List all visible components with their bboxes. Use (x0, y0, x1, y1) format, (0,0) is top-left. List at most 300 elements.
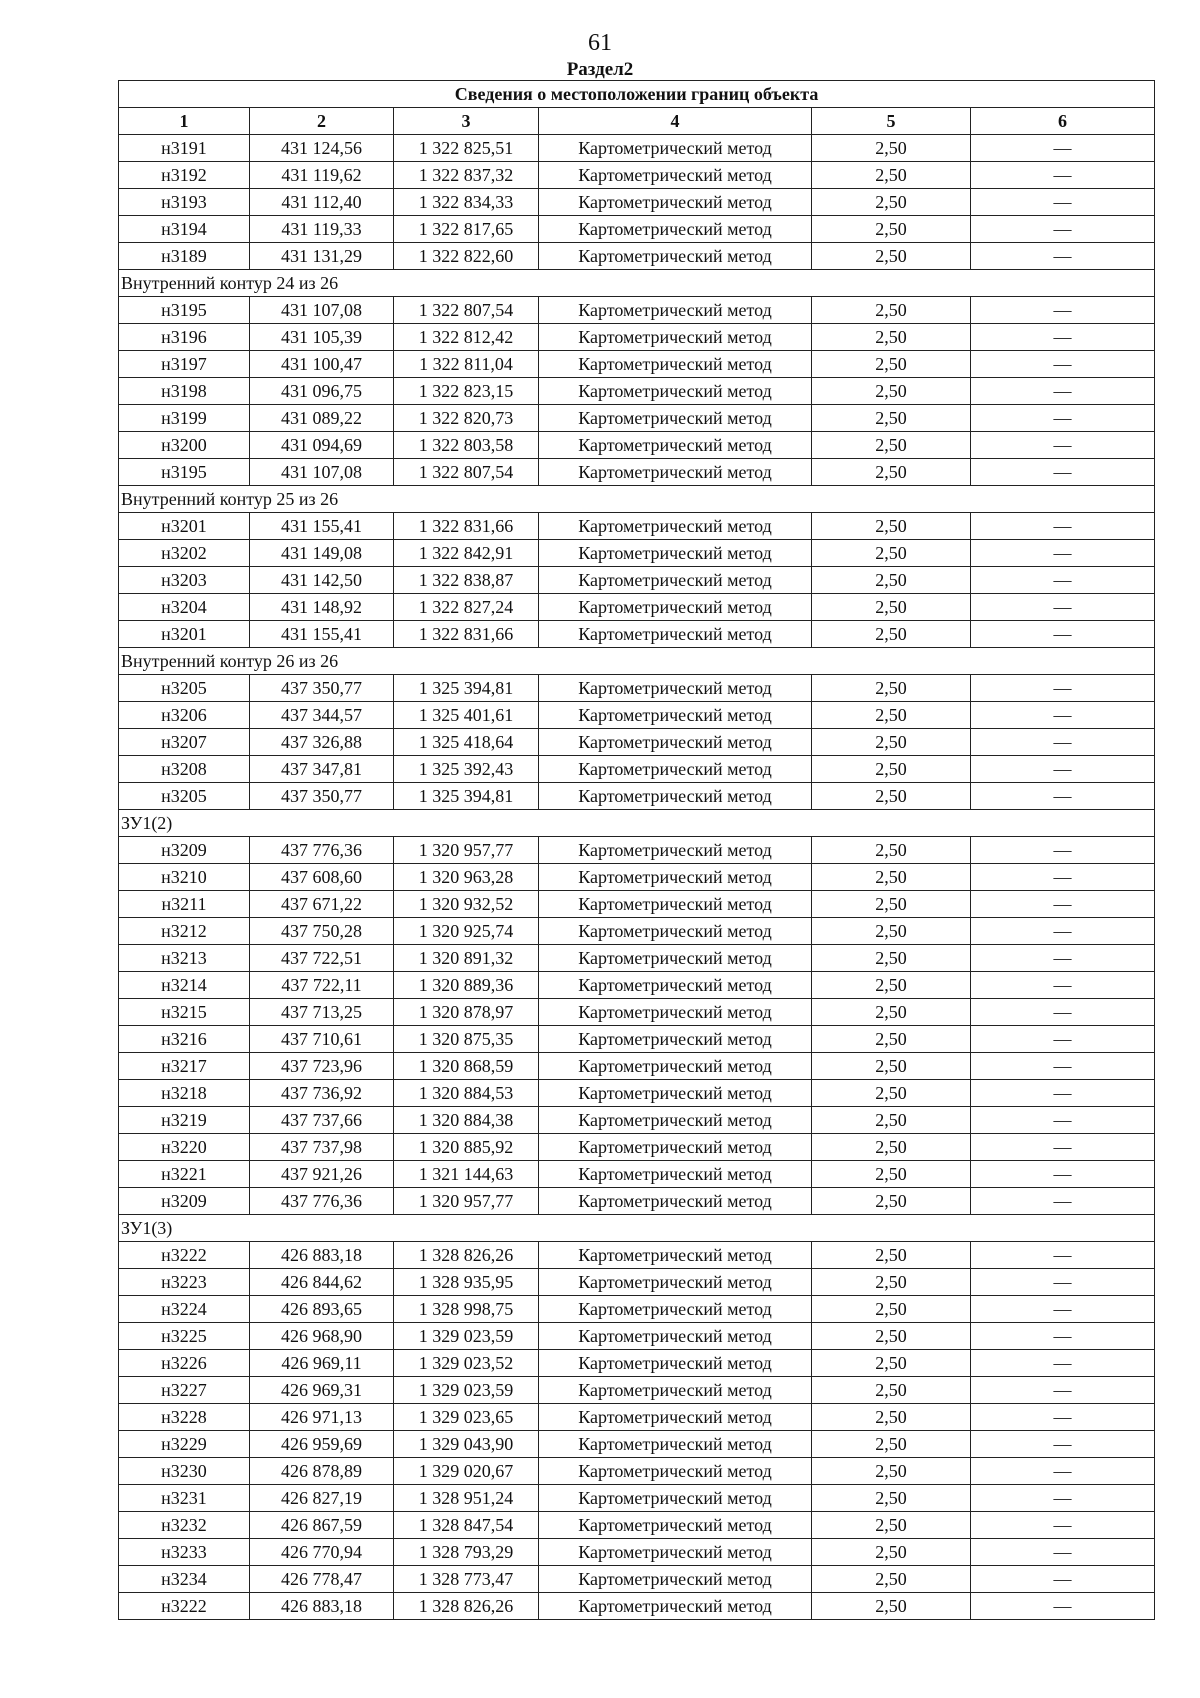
column-header: 4 (539, 108, 812, 135)
accuracy-cell: 2,50 (812, 594, 971, 621)
description-cell: — (971, 324, 1155, 351)
description-cell: — (971, 243, 1155, 270)
method-cell: Картометрический метод (539, 567, 812, 594)
contour-group-row (119, 810, 1155, 837)
point-id-cell: н3193 (119, 189, 250, 216)
accuracy-cell: 2,50 (812, 918, 971, 945)
method-cell: Картометрический метод (539, 1080, 812, 1107)
method-cell: Картометрический метод (539, 135, 812, 162)
method-cell: Картометрический метод (539, 540, 812, 567)
y-coordinate-cell: 1 325 394,81 (394, 675, 539, 702)
y-coordinate-cell: 1 325 418,64 (394, 729, 539, 756)
table-row (119, 405, 1155, 432)
point-id-cell: н3217 (119, 1053, 250, 1080)
description-cell: — (971, 756, 1155, 783)
accuracy-cell: 2,50 (812, 1053, 971, 1080)
y-coordinate-cell: 1 322 820,73 (394, 405, 539, 432)
point-id-cell: н3202 (119, 540, 250, 567)
x-coordinate-cell: 437 776,36 (250, 837, 394, 864)
column-header: 6 (971, 108, 1155, 135)
point-id-cell: н3212 (119, 918, 250, 945)
method-cell: Картометрический метод (539, 432, 812, 459)
point-id-cell: н3201 (119, 621, 250, 648)
table-caption-row (119, 81, 1155, 108)
method-cell: Картометрический метод (539, 999, 812, 1026)
x-coordinate-cell: 426 959,69 (250, 1431, 394, 1458)
description-cell: — (971, 1350, 1155, 1377)
method-cell: Картометрический метод (539, 162, 812, 189)
y-coordinate-cell: 1 320 925,74 (394, 918, 539, 945)
y-coordinate-cell: 1 320 878,97 (394, 999, 539, 1026)
y-coordinate-cell: 1 322 831,66 (394, 621, 539, 648)
table-row (119, 1323, 1155, 1350)
x-coordinate-cell: 426 969,11 (250, 1350, 394, 1377)
y-coordinate-cell: 1 321 144,63 (394, 1161, 539, 1188)
table-row (119, 432, 1155, 459)
description-cell: — (971, 540, 1155, 567)
y-coordinate-cell: 1 322 842,91 (394, 540, 539, 567)
description-cell: — (971, 675, 1155, 702)
accuracy-cell: 2,50 (812, 1080, 971, 1107)
accuracy-cell: 2,50 (812, 567, 971, 594)
y-coordinate-cell: 1 328 826,26 (394, 1242, 539, 1269)
x-coordinate-cell: 437 736,92 (250, 1080, 394, 1107)
accuracy-cell: 2,50 (812, 756, 971, 783)
table-row (119, 1485, 1155, 1512)
point-id-cell: н3191 (119, 135, 250, 162)
accuracy-cell: 2,50 (812, 459, 971, 486)
description-cell: — (971, 1566, 1155, 1593)
point-id-cell: н3196 (119, 324, 250, 351)
method-cell: Картометрический метод (539, 459, 812, 486)
table-row (119, 945, 1155, 972)
table-row (119, 729, 1155, 756)
point-id-cell: н3195 (119, 459, 250, 486)
accuracy-cell: 2,50 (812, 297, 971, 324)
column-header: 3 (394, 108, 539, 135)
accuracy-cell: 2,50 (812, 324, 971, 351)
description-cell: — (971, 918, 1155, 945)
point-id-cell: н3234 (119, 1566, 250, 1593)
accuracy-cell: 2,50 (812, 621, 971, 648)
table-row (119, 459, 1155, 486)
accuracy-cell: 2,50 (812, 1431, 971, 1458)
accuracy-cell: 2,50 (812, 405, 971, 432)
point-id-cell: н3197 (119, 351, 250, 378)
x-coordinate-cell: 437 723,96 (250, 1053, 394, 1080)
x-coordinate-cell: 431 131,29 (250, 243, 394, 270)
description-cell: — (971, 783, 1155, 810)
y-coordinate-cell: 1 328 998,75 (394, 1296, 539, 1323)
point-id-cell: н3215 (119, 999, 250, 1026)
x-coordinate-cell: 431 089,22 (250, 405, 394, 432)
x-coordinate-cell: 437 350,77 (250, 783, 394, 810)
point-id-cell: н3221 (119, 1161, 250, 1188)
accuracy-cell: 2,50 (812, 1161, 971, 1188)
accuracy-cell: 2,50 (812, 837, 971, 864)
column-header: 5 (812, 108, 971, 135)
method-cell: Картометрический метод (539, 216, 812, 243)
method-cell: Картометрический метод (539, 1458, 812, 1485)
x-coordinate-cell: 431 148,92 (250, 594, 394, 621)
point-id-cell: н3203 (119, 567, 250, 594)
y-coordinate-cell: 1 329 023,59 (394, 1323, 539, 1350)
description-cell: — (971, 1188, 1155, 1215)
description-cell: — (971, 162, 1155, 189)
method-cell: Картометрический метод (539, 783, 812, 810)
description-cell: — (971, 1080, 1155, 1107)
x-coordinate-cell: 426 971,13 (250, 1404, 394, 1431)
accuracy-cell: 2,50 (812, 1458, 971, 1485)
method-cell: Картометрический метод (539, 1053, 812, 1080)
y-coordinate-cell: 1 320 963,28 (394, 864, 539, 891)
method-cell: Картометрический метод (539, 702, 812, 729)
method-cell: Картометрический метод (539, 594, 812, 621)
y-coordinate-cell: 1 320 884,53 (394, 1080, 539, 1107)
method-cell: Картометрический метод (539, 1512, 812, 1539)
point-id-cell: н3205 (119, 783, 250, 810)
accuracy-cell: 2,50 (812, 162, 971, 189)
point-id-cell: н3230 (119, 1458, 250, 1485)
y-coordinate-cell: 1 322 822,60 (394, 243, 539, 270)
y-coordinate-cell: 1 322 838,87 (394, 567, 539, 594)
table-row (119, 243, 1155, 270)
column-header: 2 (250, 108, 394, 135)
method-cell: Картометрический метод (539, 891, 812, 918)
method-cell: Картометрический метод (539, 1323, 812, 1350)
point-id-cell: н3232 (119, 1512, 250, 1539)
point-id-cell: н3194 (119, 216, 250, 243)
description-cell: — (971, 1485, 1155, 1512)
method-cell: Картометрический метод (539, 1107, 812, 1134)
table-row (119, 324, 1155, 351)
table-row (119, 351, 1155, 378)
x-coordinate-cell: 437 344,57 (250, 702, 394, 729)
accuracy-cell: 2,50 (812, 1566, 971, 1593)
description-cell: — (971, 621, 1155, 648)
point-id-cell: н3226 (119, 1350, 250, 1377)
accuracy-cell: 2,50 (812, 1269, 971, 1296)
method-cell: Картометрический метод (539, 675, 812, 702)
description-cell: — (971, 513, 1155, 540)
table-row (119, 837, 1155, 864)
table-row (119, 540, 1155, 567)
description-cell: — (971, 594, 1155, 621)
x-coordinate-cell: 437 737,98 (250, 1134, 394, 1161)
table-row (119, 1269, 1155, 1296)
x-coordinate-cell: 431 096,75 (250, 378, 394, 405)
y-coordinate-cell: 1 329 023,52 (394, 1350, 539, 1377)
x-coordinate-cell: 431 107,08 (250, 459, 394, 486)
description-cell: — (971, 837, 1155, 864)
description-cell: — (971, 459, 1155, 486)
y-coordinate-cell: 1 322 823,15 (394, 378, 539, 405)
y-coordinate-cell: 1 325 394,81 (394, 783, 539, 810)
table-row (119, 1080, 1155, 1107)
table-row (119, 1053, 1155, 1080)
column-header: 1 (119, 108, 250, 135)
accuracy-cell: 2,50 (812, 1377, 971, 1404)
method-cell: Картометрический метод (539, 297, 812, 324)
contour-group-row (119, 486, 1155, 513)
table-row (119, 756, 1155, 783)
method-cell: Картометрический метод (539, 1593, 812, 1620)
accuracy-cell: 2,50 (812, 216, 971, 243)
x-coordinate-cell: 437 350,77 (250, 675, 394, 702)
point-id-cell: н3214 (119, 972, 250, 999)
x-coordinate-cell: 431 107,08 (250, 297, 394, 324)
description-cell: — (971, 864, 1155, 891)
description-cell: — (971, 135, 1155, 162)
x-coordinate-cell: 426 878,89 (250, 1458, 394, 1485)
x-coordinate-cell: 426 968,90 (250, 1323, 394, 1350)
point-id-cell: н3204 (119, 594, 250, 621)
method-cell: Картометрический метод (539, 405, 812, 432)
point-id-cell: н3218 (119, 1080, 250, 1107)
method-cell: Картометрический метод (539, 1485, 812, 1512)
method-cell: Картометрический метод (539, 621, 812, 648)
table-row (119, 702, 1155, 729)
method-cell: Картометрический метод (539, 1539, 812, 1566)
method-cell: Картометрический метод (539, 1404, 812, 1431)
description-cell: — (971, 297, 1155, 324)
description-cell: — (971, 1593, 1155, 1620)
y-coordinate-cell: 1 320 957,77 (394, 1188, 539, 1215)
accuracy-cell: 2,50 (812, 1404, 971, 1431)
table-row (119, 594, 1155, 621)
accuracy-cell: 2,50 (812, 945, 971, 972)
method-cell: Картометрический метод (539, 1242, 812, 1269)
table-row (119, 675, 1155, 702)
table-row (119, 216, 1155, 243)
table-row (119, 297, 1155, 324)
point-id-cell: н3192 (119, 162, 250, 189)
point-id-cell: н3210 (119, 864, 250, 891)
y-coordinate-cell: 1 322 812,42 (394, 324, 539, 351)
point-id-cell: н3227 (119, 1377, 250, 1404)
x-coordinate-cell: 431 155,41 (250, 513, 394, 540)
point-id-cell: н3205 (119, 675, 250, 702)
point-id-cell: н3199 (119, 405, 250, 432)
x-coordinate-cell: 431 119,33 (250, 216, 394, 243)
y-coordinate-cell: 1 322 811,04 (394, 351, 539, 378)
description-cell: — (971, 972, 1155, 999)
x-coordinate-cell: 437 713,25 (250, 999, 394, 1026)
accuracy-cell: 2,50 (812, 513, 971, 540)
accuracy-cell: 2,50 (812, 189, 971, 216)
x-coordinate-cell: 437 722,51 (250, 945, 394, 972)
method-cell: Картометрический метод (539, 1269, 812, 1296)
point-id-cell: н3229 (119, 1431, 250, 1458)
accuracy-cell: 2,50 (812, 864, 971, 891)
point-id-cell: н3228 (119, 1404, 250, 1431)
x-coordinate-cell: 431 112,40 (250, 189, 394, 216)
accuracy-cell: 2,50 (812, 1026, 971, 1053)
description-cell: — (971, 1458, 1155, 1485)
accuracy-cell: 2,50 (812, 1107, 971, 1134)
table-row (119, 1026, 1155, 1053)
table-row (119, 1134, 1155, 1161)
method-cell: Картометрический метод (539, 1566, 812, 1593)
y-coordinate-cell: 1 328 847,54 (394, 1512, 539, 1539)
accuracy-cell: 2,50 (812, 1593, 971, 1620)
x-coordinate-cell: 426 827,19 (250, 1485, 394, 1512)
y-coordinate-cell: 1 322 831,66 (394, 513, 539, 540)
table-row (119, 1593, 1155, 1620)
contour-group-label: Внутренний контур 25 из 26 (119, 486, 1155, 513)
point-id-cell: н3201 (119, 513, 250, 540)
x-coordinate-cell: 426 778,47 (250, 1566, 394, 1593)
point-id-cell: н3200 (119, 432, 250, 459)
table-row (119, 621, 1155, 648)
contour-group-label: ЗУ1(2) (119, 810, 1155, 837)
accuracy-cell: 2,50 (812, 729, 971, 756)
table-row (119, 1512, 1155, 1539)
x-coordinate-cell: 437 921,26 (250, 1161, 394, 1188)
y-coordinate-cell: 1 328 951,24 (394, 1485, 539, 1512)
table-row (119, 1566, 1155, 1593)
point-id-cell: н3220 (119, 1134, 250, 1161)
accuracy-cell: 2,50 (812, 1134, 971, 1161)
point-id-cell: н3222 (119, 1242, 250, 1269)
y-coordinate-cell: 1 320 885,92 (394, 1134, 539, 1161)
description-cell: — (971, 1377, 1155, 1404)
x-coordinate-cell: 437 750,28 (250, 918, 394, 945)
accuracy-cell: 2,50 (812, 378, 971, 405)
y-coordinate-cell: 1 328 826,26 (394, 1593, 539, 1620)
accuracy-cell: 2,50 (812, 1350, 971, 1377)
point-id-cell: н3207 (119, 729, 250, 756)
x-coordinate-cell: 437 326,88 (250, 729, 394, 756)
description-cell: — (971, 1269, 1155, 1296)
table-row (119, 135, 1155, 162)
table-row (119, 891, 1155, 918)
point-id-cell: н3195 (119, 297, 250, 324)
method-cell: Картометрический метод (539, 972, 812, 999)
y-coordinate-cell: 1 322 827,24 (394, 594, 539, 621)
method-cell: Картометрический метод (539, 243, 812, 270)
y-coordinate-cell: 1 320 875,35 (394, 1026, 539, 1053)
accuracy-cell: 2,50 (812, 1485, 971, 1512)
method-cell: Картометрический метод (539, 1350, 812, 1377)
description-cell: — (971, 1296, 1155, 1323)
y-coordinate-cell: 1 329 023,65 (394, 1404, 539, 1431)
description-cell: — (971, 567, 1155, 594)
table-row (119, 1188, 1155, 1215)
x-coordinate-cell: 437 608,60 (250, 864, 394, 891)
table-row (119, 1242, 1155, 1269)
description-cell: — (971, 1053, 1155, 1080)
accuracy-cell: 2,50 (812, 1242, 971, 1269)
point-id-cell: н3222 (119, 1593, 250, 1620)
accuracy-cell: 2,50 (812, 1188, 971, 1215)
method-cell: Картометрический метод (539, 945, 812, 972)
method-cell: Картометрический метод (539, 351, 812, 378)
contour-group-label: ЗУ1(3) (119, 1215, 1155, 1242)
page-number: 61 (588, 30, 612, 56)
description-cell: — (971, 891, 1155, 918)
column-number-row (119, 108, 1155, 135)
x-coordinate-cell: 437 710,61 (250, 1026, 394, 1053)
y-coordinate-cell: 1 329 020,67 (394, 1458, 539, 1485)
y-coordinate-cell: 1 329 043,90 (394, 1431, 539, 1458)
contour-group-row (119, 1215, 1155, 1242)
method-cell: Картометрический метод (539, 189, 812, 216)
accuracy-cell: 2,50 (812, 675, 971, 702)
description-cell: — (971, 729, 1155, 756)
x-coordinate-cell: 431 094,69 (250, 432, 394, 459)
table-row (119, 1350, 1155, 1377)
x-coordinate-cell: 437 722,11 (250, 972, 394, 999)
method-cell: Картометрический метод (539, 1296, 812, 1323)
y-coordinate-cell: 1 325 392,43 (394, 756, 539, 783)
method-cell: Картометрический метод (539, 513, 812, 540)
y-coordinate-cell: 1 320 891,32 (394, 945, 539, 972)
x-coordinate-cell: 431 119,62 (250, 162, 394, 189)
table-row (119, 1458, 1155, 1485)
point-id-cell: н3208 (119, 756, 250, 783)
table-row (119, 999, 1155, 1026)
method-cell: Картометрический метод (539, 378, 812, 405)
accuracy-cell: 2,50 (812, 783, 971, 810)
accuracy-cell: 2,50 (812, 972, 971, 999)
x-coordinate-cell: 431 105,39 (250, 324, 394, 351)
method-cell: Картометрический метод (539, 837, 812, 864)
table-row (119, 1377, 1155, 1404)
accuracy-cell: 2,50 (812, 432, 971, 459)
table-row (119, 1539, 1155, 1566)
point-id-cell: н3233 (119, 1539, 250, 1566)
x-coordinate-cell: 426 893,65 (250, 1296, 394, 1323)
table-caption: Сведения о местоположении границ объекта (119, 81, 1155, 108)
description-cell: — (971, 432, 1155, 459)
point-id-cell: н3211 (119, 891, 250, 918)
y-coordinate-cell: 1 328 773,47 (394, 1566, 539, 1593)
y-coordinate-cell: 1 322 825,51 (394, 135, 539, 162)
y-coordinate-cell: 1 322 807,54 (394, 297, 539, 324)
contour-group-row (119, 648, 1155, 675)
table-row (119, 513, 1155, 540)
description-cell: — (971, 351, 1155, 378)
method-cell: Картометрический метод (539, 1431, 812, 1458)
table-row (119, 1431, 1155, 1458)
x-coordinate-cell: 431 142,50 (250, 567, 394, 594)
y-coordinate-cell: 1 320 868,59 (394, 1053, 539, 1080)
y-coordinate-cell: 1 328 793,29 (394, 1539, 539, 1566)
coordinates-table (118, 80, 1155, 1620)
x-coordinate-cell: 426 883,18 (250, 1242, 394, 1269)
x-coordinate-cell: 426 844,62 (250, 1269, 394, 1296)
accuracy-cell: 2,50 (812, 1323, 971, 1350)
y-coordinate-cell: 1 322 817,65 (394, 216, 539, 243)
point-id-cell: н3219 (119, 1107, 250, 1134)
y-coordinate-cell: 1 325 401,61 (394, 702, 539, 729)
contour-group-row (119, 270, 1155, 297)
table-row (119, 918, 1155, 945)
table-row (119, 1161, 1155, 1188)
contour-group-label: Внутренний контур 24 из 26 (119, 270, 1155, 297)
contour-group-label: Внутренний контур 26 из 26 (119, 648, 1155, 675)
method-cell: Картометрический метод (539, 324, 812, 351)
point-id-cell: н3209 (119, 1188, 250, 1215)
accuracy-cell: 2,50 (812, 243, 971, 270)
y-coordinate-cell: 1 320 889,36 (394, 972, 539, 999)
description-cell: — (971, 1242, 1155, 1269)
point-id-cell: н3231 (119, 1485, 250, 1512)
method-cell: Картометрический метод (539, 756, 812, 783)
method-cell: Картометрический метод (539, 1377, 812, 1404)
accuracy-cell: 2,50 (812, 351, 971, 378)
